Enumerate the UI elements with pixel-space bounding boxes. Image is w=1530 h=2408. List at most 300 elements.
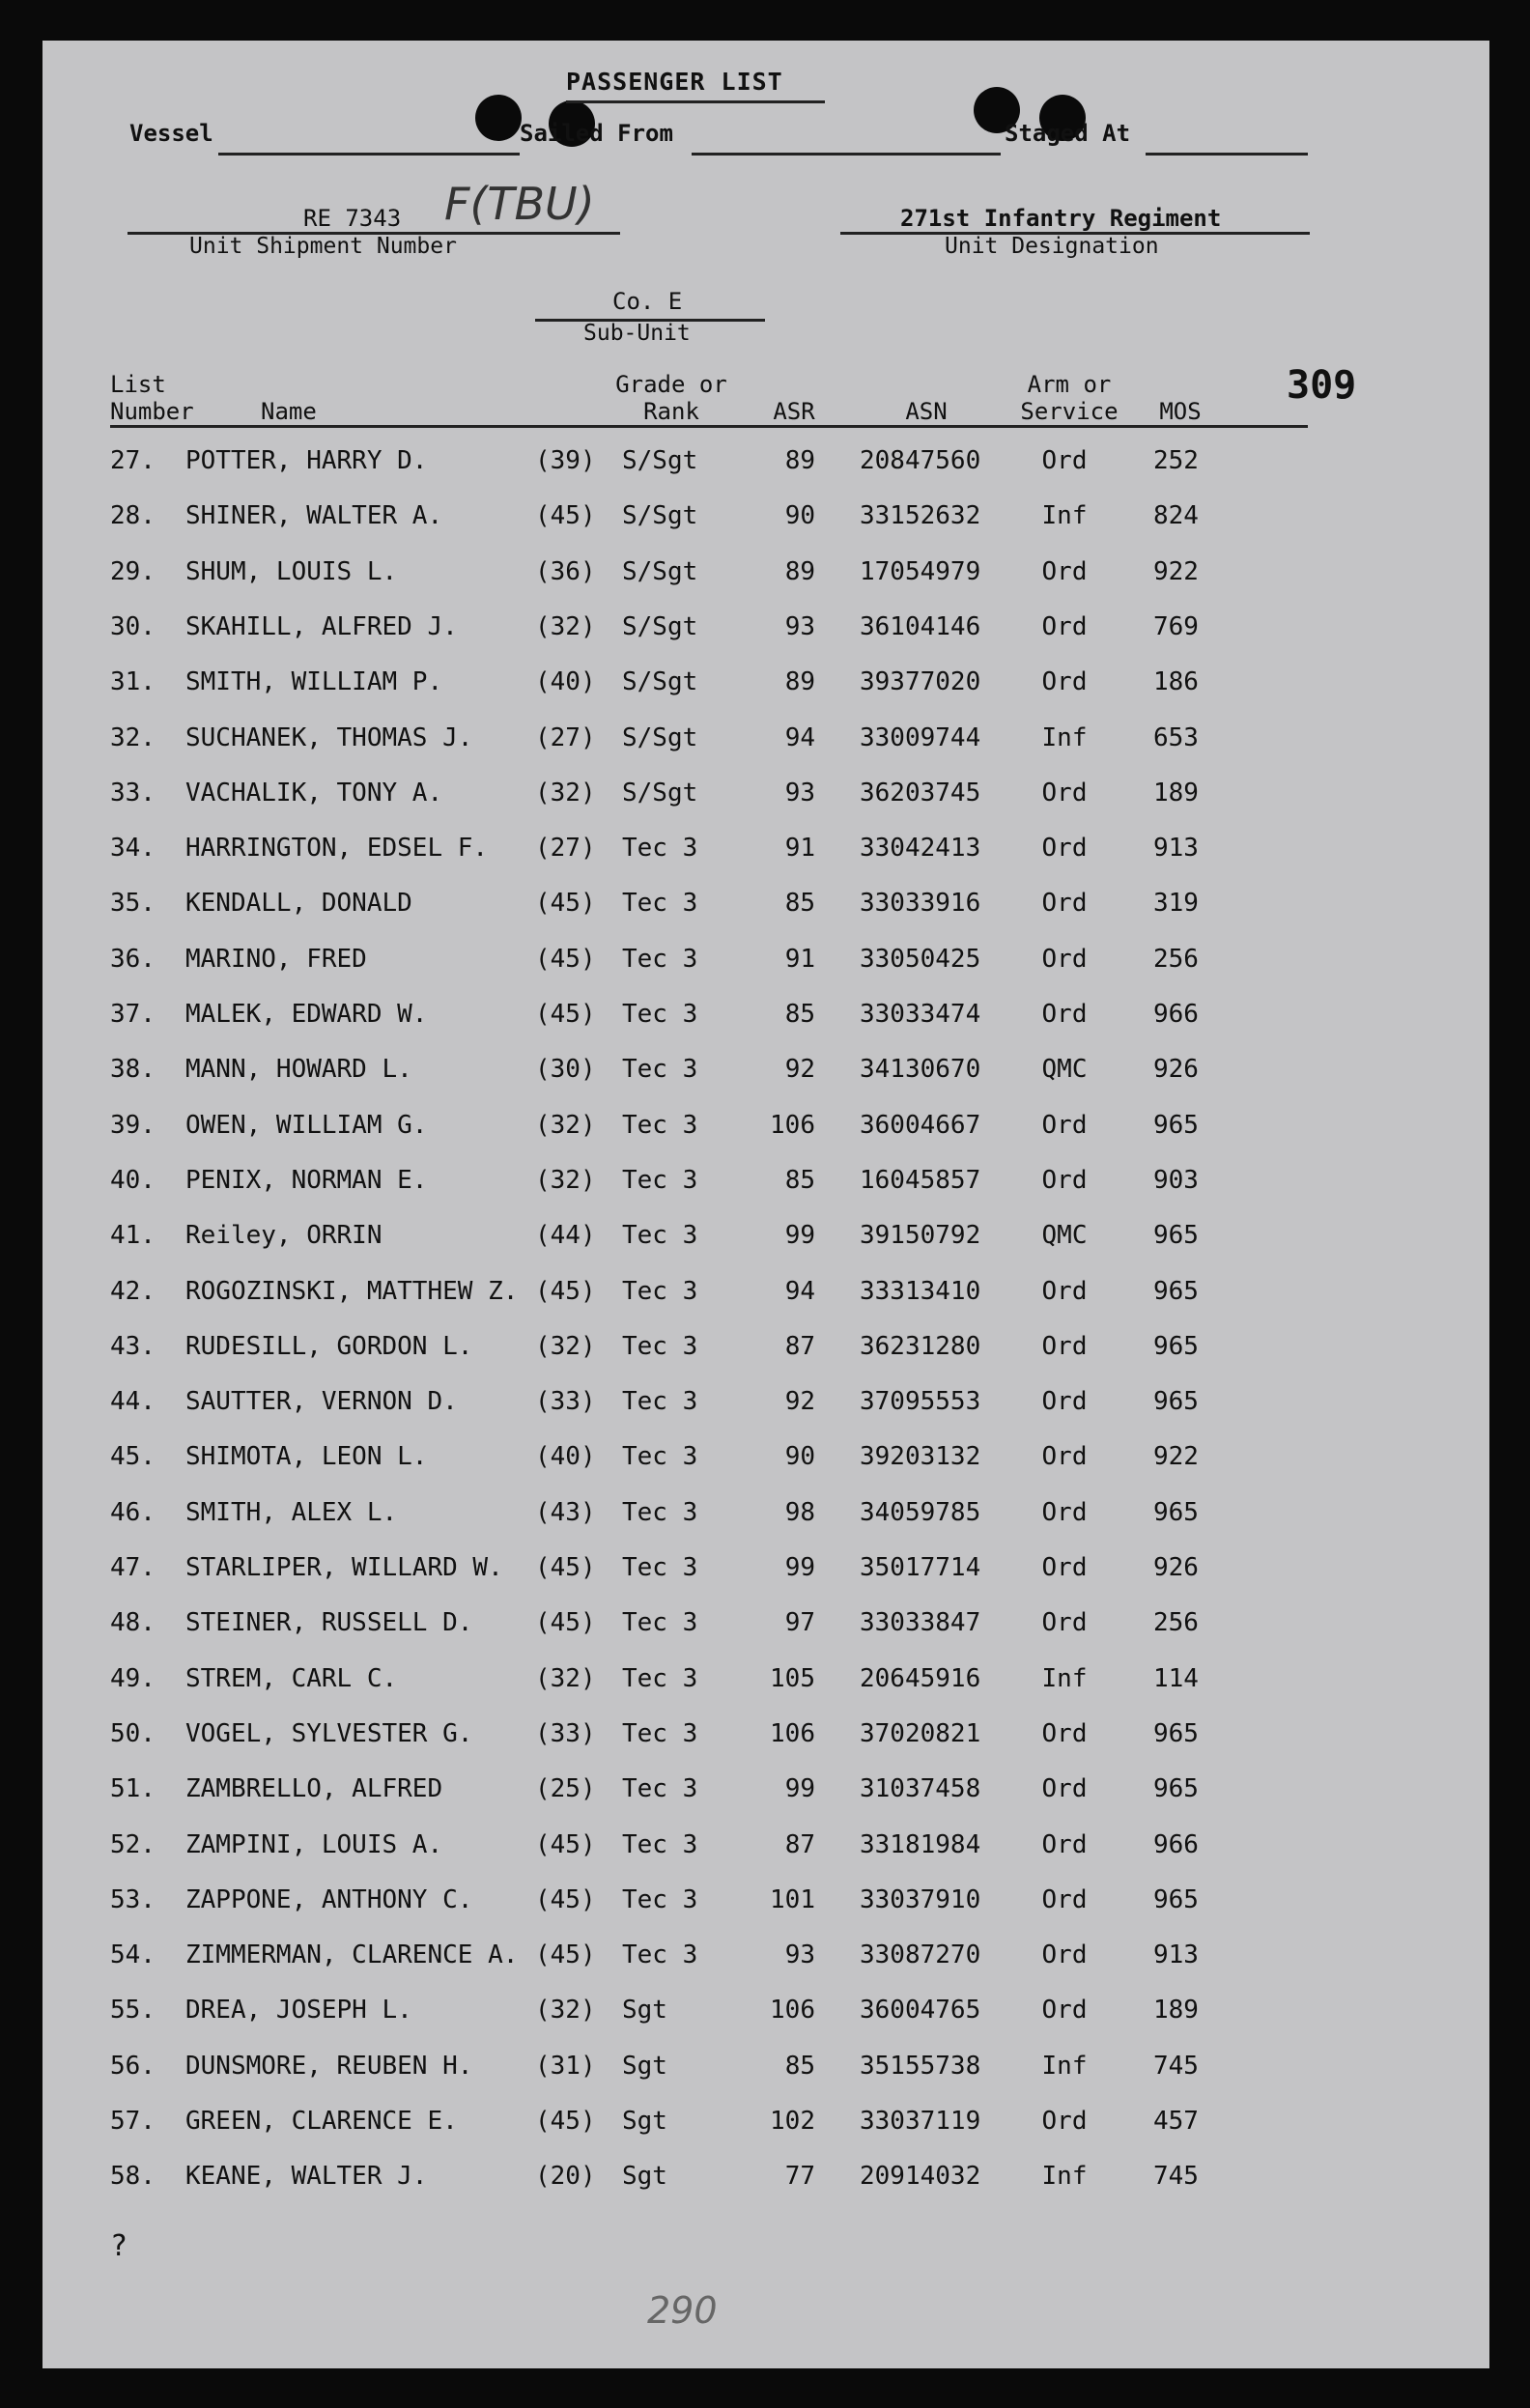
cell-arm: Ord	[1041, 1000, 1088, 1029]
cell-name: SHINER, WALTER A.	[185, 501, 443, 531]
cell-mos: 256	[1153, 1608, 1199, 1638]
cell-num: 48.	[110, 1608, 156, 1638]
cell-arm: Ord	[1041, 834, 1088, 864]
cell-age: (33)	[535, 1387, 596, 1417]
cell-asr: 92	[784, 1055, 815, 1085]
cell-num: 38.	[110, 1055, 156, 1085]
cell-num: 53.	[110, 1884, 156, 1914]
cell-num: 45.	[110, 1442, 156, 1472]
cell-age: (20)	[535, 2162, 596, 2192]
cell-asr: 89	[784, 556, 815, 586]
cell-mos: 965	[1153, 1497, 1199, 1527]
table-row	[42, 723, 1489, 779]
cell-mos: 186	[1153, 667, 1199, 697]
cell-asn: 37020821	[860, 1718, 981, 1748]
cell-num: 28.	[110, 501, 156, 531]
cell-mos: 913	[1153, 834, 1199, 864]
cell-age: (25)	[535, 1774, 596, 1804]
table-row	[42, 1387, 1489, 1442]
cell-name: KEANE, WALTER J.	[185, 2162, 428, 2192]
cell-age: (40)	[535, 667, 596, 697]
cell-asr: 89	[784, 446, 815, 475]
col-header-asn: ASN	[905, 398, 948, 425]
cell-arm: Ord	[1041, 1331, 1088, 1361]
cell-asr: 92	[784, 1387, 815, 1417]
cell-name: SHIMOTA, LEON L.	[185, 1442, 428, 1472]
cell-age: (44)	[535, 1221, 596, 1251]
cell-name: SAUTTER, VERNON D.	[185, 1387, 458, 1417]
cell-asn: 33050425	[860, 944, 981, 974]
cell-grade: S/Sgt	[622, 446, 698, 475]
cell-arm: Ord	[1041, 1941, 1088, 1970]
document-title: PASSENGER LIST	[566, 68, 783, 96]
cell-num: 34.	[110, 834, 156, 864]
cell-asn: 33033474	[860, 1000, 981, 1029]
cell-asr: 85	[784, 2051, 815, 2081]
cell-name: SMITH, WILLIAM P.	[185, 667, 443, 697]
cell-name: POTTER, HARRY D.	[185, 446, 428, 475]
cell-num: 54.	[110, 1941, 156, 1970]
cell-grade: S/Sgt	[622, 501, 698, 531]
cell-grade: Tec 3	[622, 1608, 698, 1638]
handwritten-mark: F(TBU)	[444, 178, 595, 230]
cell-mos: 189	[1153, 1996, 1199, 2026]
cell-age: (32)	[535, 1996, 596, 2026]
cell-grade: Tec 3	[622, 1055, 698, 1085]
cell-asr: 90	[784, 1442, 815, 1472]
cell-arm: Ord	[1041, 1442, 1088, 1472]
cell-age: (45)	[535, 501, 596, 531]
cell-age: (43)	[535, 1497, 596, 1527]
col-header-mos: MOS	[1159, 398, 1202, 425]
cell-asr: 101	[770, 1884, 815, 1914]
cell-num: 36.	[110, 944, 156, 974]
cell-grade: Tec 3	[622, 944, 698, 974]
table-row	[42, 2052, 1489, 2107]
cell-age: (45)	[535, 1000, 596, 1029]
cell-num: 30.	[110, 611, 156, 641]
cell-mos: 319	[1153, 889, 1199, 919]
cell-grade: Tec 3	[622, 1165, 698, 1195]
table-row	[42, 501, 1489, 556]
cell-age: (39)	[535, 446, 596, 475]
cell-arm: Ord	[1041, 1110, 1088, 1140]
cell-mos: 965	[1153, 1884, 1199, 1914]
cell-asn: 33009744	[860, 722, 981, 752]
cell-asr: 89	[784, 667, 815, 697]
table-row	[42, 1941, 1489, 1996]
cell-name: OWEN, WILLIAM G.	[185, 1110, 428, 1140]
cell-asn: 33033847	[860, 1608, 981, 1638]
cell-grade: Tec 3	[622, 1442, 698, 1472]
cell-grade: Tec 3	[622, 1387, 698, 1417]
cell-asr: 99	[784, 1774, 815, 1804]
cell-asr: 106	[770, 1718, 815, 1748]
cell-num: 47.	[110, 1553, 156, 1582]
table-row	[42, 1442, 1489, 1497]
cell-arm: Ord	[1041, 1829, 1088, 1859]
cell-name: SMITH, ALEX L.	[185, 1497, 398, 1527]
cell-num: 56.	[110, 2051, 156, 2081]
cell-name: STARLIPER, WILLARD W.	[185, 1553, 503, 1582]
cell-name: ZAPPONE, ANTHONY C.	[185, 1884, 473, 1914]
cell-mos: 965	[1153, 1221, 1199, 1251]
cell-num: 49.	[110, 1663, 156, 1693]
cell-mos: 965	[1153, 1276, 1199, 1306]
cell-num: 33.	[110, 778, 156, 807]
cell-asn: 17054979	[860, 556, 981, 586]
cell-grade: Tec 3	[622, 1331, 698, 1361]
cell-name: DUNSMORE, REUBEN H.	[185, 2051, 473, 2081]
cell-grade: Tec 3	[622, 889, 698, 919]
cell-age: (31)	[535, 2051, 596, 2081]
cell-asn: 33037119	[860, 2107, 981, 2136]
cell-num: 50.	[110, 1718, 156, 1748]
table-row	[42, 446, 1489, 501]
table-row	[42, 1166, 1489, 1221]
cell-mos: 769	[1153, 611, 1199, 641]
cell-arm: Ord	[1041, 778, 1088, 807]
cell-asr: 91	[784, 834, 815, 864]
cell-age: (45)	[535, 1608, 596, 1638]
cell-mos: 252	[1153, 446, 1199, 475]
cell-name: Reiley, ORRIN	[185, 1221, 382, 1251]
table-row	[42, 1111, 1489, 1166]
cell-age: (32)	[535, 1331, 596, 1361]
cell-grade: S/Sgt	[622, 722, 698, 752]
table-row	[42, 1055, 1489, 1110]
table-row	[42, 945, 1489, 1000]
unit-designation-caption: Unit Designation	[945, 234, 1159, 259]
cell-name: MANN, HOWARD L.	[185, 1055, 412, 1085]
cell-name: ZIMMERMAN, CLARENCE A.	[185, 1941, 519, 1970]
table-row	[42, 1774, 1489, 1829]
cell-name: MARINO, FRED	[185, 944, 367, 974]
cell-num: 57.	[110, 2107, 156, 2136]
cell-mos: 189	[1153, 778, 1199, 807]
cell-asn: 34059785	[860, 1497, 981, 1527]
cell-arm: Ord	[1041, 667, 1088, 697]
cell-asr: 93	[784, 778, 815, 807]
cell-asn: 35017714	[860, 1553, 981, 1582]
cell-name: SUCHANEK, THOMAS J.	[185, 722, 473, 752]
cell-arm: Inf	[1041, 722, 1088, 752]
cell-age: (33)	[535, 1718, 596, 1748]
cell-asr: 97	[784, 1608, 815, 1638]
cell-asn: 33181984	[860, 1829, 981, 1859]
cell-asn: 33313410	[860, 1276, 981, 1306]
cell-age: (45)	[535, 1884, 596, 1914]
table-row	[42, 1664, 1489, 1719]
cell-arm: Ord	[1041, 889, 1088, 919]
cell-age: (45)	[535, 1553, 596, 1582]
cell-asr: 98	[784, 1497, 815, 1527]
cell-asn: 16045857	[860, 1165, 981, 1195]
table-row	[42, 2162, 1489, 2217]
cell-age: (32)	[535, 1110, 596, 1140]
sub-unit-caption: Sub-Unit	[583, 321, 691, 346]
cell-asn: 20847560	[860, 446, 981, 475]
cell-grade: S/Sgt	[622, 611, 698, 641]
table-row	[42, 889, 1489, 944]
cell-name: ROGOZINSKI, MATTHEW Z.	[185, 1276, 519, 1306]
table-row	[42, 1221, 1489, 1276]
cell-grade: S/Sgt	[622, 556, 698, 586]
cell-name: STREM, CARL C.	[185, 1663, 398, 1693]
cell-grade: Tec 3	[622, 834, 698, 864]
cell-asn: 31037458	[860, 1774, 981, 1804]
table-row	[42, 1553, 1489, 1608]
cell-num: 52.	[110, 1829, 156, 1859]
cell-num: 31.	[110, 667, 156, 697]
cell-name: SKAHILL, ALFRED J.	[185, 611, 458, 641]
cell-asn: 39150792	[860, 1221, 981, 1251]
cell-asn: 39203132	[860, 1442, 981, 1472]
cell-mos: 922	[1153, 1442, 1199, 1472]
cell-num: 27.	[110, 446, 156, 475]
table-row	[42, 2107, 1489, 2162]
cell-mos: 824	[1153, 501, 1199, 531]
cell-name: VOGEL, SYLVESTER G.	[185, 1718, 473, 1748]
cell-grade: Tec 3	[622, 1110, 698, 1140]
cell-arm: Ord	[1041, 1553, 1088, 1582]
cell-asn: 33037910	[860, 1884, 981, 1914]
cell-arm: QMC	[1041, 1221, 1088, 1251]
cell-asr: 106	[770, 1996, 815, 2026]
cell-asr: 106	[770, 1110, 815, 1140]
cell-grade: Tec 3	[622, 1221, 698, 1251]
cell-age: (32)	[535, 1663, 596, 1693]
unit-shipment-caption: Unit Shipment Number	[189, 234, 457, 259]
cell-name: STEINER, RUSSELL D.	[185, 1608, 473, 1638]
table-row	[42, 612, 1489, 667]
cell-grade: Sgt	[622, 1996, 667, 2026]
cell-age: (32)	[535, 778, 596, 807]
cell-num: 40.	[110, 1165, 156, 1195]
cell-arm: Inf	[1041, 2162, 1088, 2192]
cell-asr: 94	[784, 1276, 815, 1306]
cell-asr: 85	[784, 1165, 815, 1195]
cell-mos: 913	[1153, 1941, 1199, 1970]
cell-age: (45)	[535, 1941, 596, 1970]
cell-grade: Sgt	[622, 2162, 667, 2192]
cell-num: 37.	[110, 1000, 156, 1029]
cell-arm: Ord	[1041, 446, 1088, 475]
cell-asr: 87	[784, 1829, 815, 1859]
table-row	[42, 667, 1489, 722]
cell-age: (27)	[535, 722, 596, 752]
cell-mos: 966	[1153, 1000, 1199, 1029]
cell-mos: 457	[1153, 2107, 1199, 2136]
table-row	[42, 1996, 1489, 2051]
cell-num: 55.	[110, 1996, 156, 2026]
cell-asn: 36104146	[860, 611, 981, 641]
cell-mos: 745	[1153, 2162, 1199, 2192]
cell-num: 42.	[110, 1276, 156, 1306]
cell-name: MALEK, EDWARD W.	[185, 1000, 428, 1029]
cell-num: 46.	[110, 1497, 156, 1527]
cell-asr: 87	[784, 1331, 815, 1361]
cell-asn: 33152632	[860, 501, 981, 531]
table-row	[42, 1830, 1489, 1885]
cell-age: (45)	[535, 944, 596, 974]
cell-mos: 965	[1153, 1110, 1199, 1140]
cell-mos: 926	[1153, 1553, 1199, 1582]
cell-arm: Ord	[1041, 556, 1088, 586]
cell-name: GREEN, CLARENCE E.	[185, 2107, 458, 2136]
cell-name: ZAMPINI, LOUIS A.	[185, 1829, 443, 1859]
cell-name: HARRINGTON, EDSEL F.	[185, 834, 489, 864]
unit-shipment-number: RE 7343	[303, 205, 402, 232]
cell-arm: Ord	[1041, 1276, 1088, 1306]
cell-asr: 90	[784, 501, 815, 531]
footer-mark: ?	[110, 2229, 128, 2263]
cell-asn: 33042413	[860, 834, 981, 864]
cell-arm: Ord	[1041, 1884, 1088, 1914]
cell-mos: 745	[1153, 2051, 1199, 2081]
cell-num: 51.	[110, 1774, 156, 1804]
cell-arm: Ord	[1041, 944, 1088, 974]
sailed-from-label: Sailed From	[520, 120, 673, 147]
cell-mos: 965	[1153, 1331, 1199, 1361]
cell-num: 35.	[110, 889, 156, 919]
cell-asn: 35155738	[860, 2051, 981, 2081]
cell-asr: 102	[770, 2107, 815, 2136]
table-row	[42, 1332, 1489, 1387]
cell-name: DREA, JOSEPH L.	[185, 1996, 412, 2026]
col-header-asr: ASR	[773, 398, 815, 425]
table-row	[42, 1885, 1489, 1941]
cell-arm: Ord	[1041, 1718, 1088, 1748]
cell-grade: Tec 3	[622, 1941, 698, 1970]
cell-asn: 34130670	[860, 1055, 981, 1085]
table-row	[42, 1277, 1489, 1332]
cell-name: RUDESILL, GORDON L.	[185, 1331, 473, 1361]
cell-age: (40)	[535, 1442, 596, 1472]
sub-unit: Co. E	[612, 288, 683, 315]
table-row	[42, 557, 1489, 612]
cell-mos: 965	[1153, 1387, 1199, 1417]
cell-arm: Ord	[1041, 1497, 1088, 1527]
cell-asn: 33033916	[860, 889, 981, 919]
cell-asn: 20645916	[860, 1663, 981, 1693]
passenger-list-sheet	[42, 41, 1489, 2368]
cell-age: (45)	[535, 889, 596, 919]
cell-arm: Inf	[1041, 501, 1088, 531]
pencil-note: 290	[647, 2289, 718, 2332]
cell-age: (30)	[535, 1055, 596, 1085]
cell-grade: Sgt	[622, 2107, 667, 2136]
cell-age: (27)	[535, 834, 596, 864]
cell-grade: Tec 3	[622, 1000, 698, 1029]
cell-asr: 77	[784, 2162, 815, 2192]
page-number: 309	[1287, 363, 1357, 408]
cell-num: 29.	[110, 556, 156, 586]
cell-num: 44.	[110, 1387, 156, 1417]
cell-asn: 36004765	[860, 1996, 981, 2026]
col-header-grade: Grade or Rank	[615, 371, 727, 425]
cell-grade: Tec 3	[622, 1718, 698, 1748]
cell-grade: S/Sgt	[622, 667, 698, 697]
cell-num: 43.	[110, 1331, 156, 1361]
cell-arm: Inf	[1041, 2051, 1088, 2081]
cell-age: (36)	[535, 556, 596, 586]
cell-asr: 94	[784, 722, 815, 752]
cell-grade: Tec 3	[622, 1497, 698, 1527]
cell-arm: Ord	[1041, 1387, 1088, 1417]
cell-asn: 33087270	[860, 1941, 981, 1970]
table-row	[42, 1498, 1489, 1553]
punch-hole	[475, 95, 522, 141]
cell-asr: 99	[784, 1553, 815, 1582]
table-row	[42, 1000, 1489, 1055]
cell-arm: Ord	[1041, 1608, 1088, 1638]
cell-num: 39.	[110, 1110, 156, 1140]
staged-at-label: Staged At	[1005, 120, 1131, 147]
cell-grade: Tec 3	[622, 1829, 698, 1859]
cell-num: 58.	[110, 2162, 156, 2192]
cell-asr: 99	[784, 1221, 815, 1251]
cell-age: (45)	[535, 2107, 596, 2136]
cell-asr: 93	[784, 611, 815, 641]
table-row	[42, 1608, 1489, 1663]
cell-asr: 85	[784, 889, 815, 919]
cell-mos: 966	[1153, 1829, 1199, 1859]
cell-age: (45)	[535, 1276, 596, 1306]
cell-grade: Tec 3	[622, 1276, 698, 1306]
cell-arm: Ord	[1041, 1996, 1088, 2026]
unit-designation: 271st Infantry Regiment	[900, 205, 1222, 232]
cell-name: ZAMBRELLO, ALFRED	[185, 1774, 443, 1804]
cell-name: KENDALL, DONALD	[185, 889, 412, 919]
cell-grade: Tec 3	[622, 1553, 698, 1582]
cell-mos: 256	[1153, 944, 1199, 974]
cell-age: (32)	[535, 1165, 596, 1195]
cell-name: PENIX, NORMAN E.	[185, 1165, 428, 1195]
cell-grade: Tec 3	[622, 1663, 698, 1693]
cell-age: (32)	[535, 611, 596, 641]
table-row	[42, 1719, 1489, 1774]
cell-grade: Tec 3	[622, 1884, 698, 1914]
cell-asn: 37095553	[860, 1387, 981, 1417]
cell-age: (45)	[535, 1829, 596, 1859]
cell-arm: QMC	[1041, 1055, 1088, 1085]
vessel-label: Vessel	[129, 120, 213, 147]
table-row	[42, 779, 1489, 834]
cell-mos: 965	[1153, 1774, 1199, 1804]
cell-asr: 105	[770, 1663, 815, 1693]
cell-asn: 39377020	[860, 667, 981, 697]
cell-arm: Ord	[1041, 1774, 1088, 1804]
cell-grade: Sgt	[622, 2051, 667, 2081]
cell-num: 32.	[110, 722, 156, 752]
cell-mos: 653	[1153, 722, 1199, 752]
col-header-name: Name	[261, 398, 317, 425]
cell-asn: 36203745	[860, 778, 981, 807]
cell-arm: Inf	[1041, 1663, 1088, 1693]
cell-arm: Ord	[1041, 611, 1088, 641]
cell-asn: 36231280	[860, 1331, 981, 1361]
cell-num: 41.	[110, 1221, 156, 1251]
cell-asn: 36004667	[860, 1110, 981, 1140]
cell-name: VACHALIK, TONY A.	[185, 778, 443, 807]
cell-arm: Ord	[1041, 2107, 1088, 2136]
cell-mos: 926	[1153, 1055, 1199, 1085]
cell-grade: Tec 3	[622, 1774, 698, 1804]
cell-asr: 93	[784, 1941, 815, 1970]
col-header-arm-service: Arm or Service	[1020, 371, 1119, 425]
cell-grade: S/Sgt	[622, 778, 698, 807]
